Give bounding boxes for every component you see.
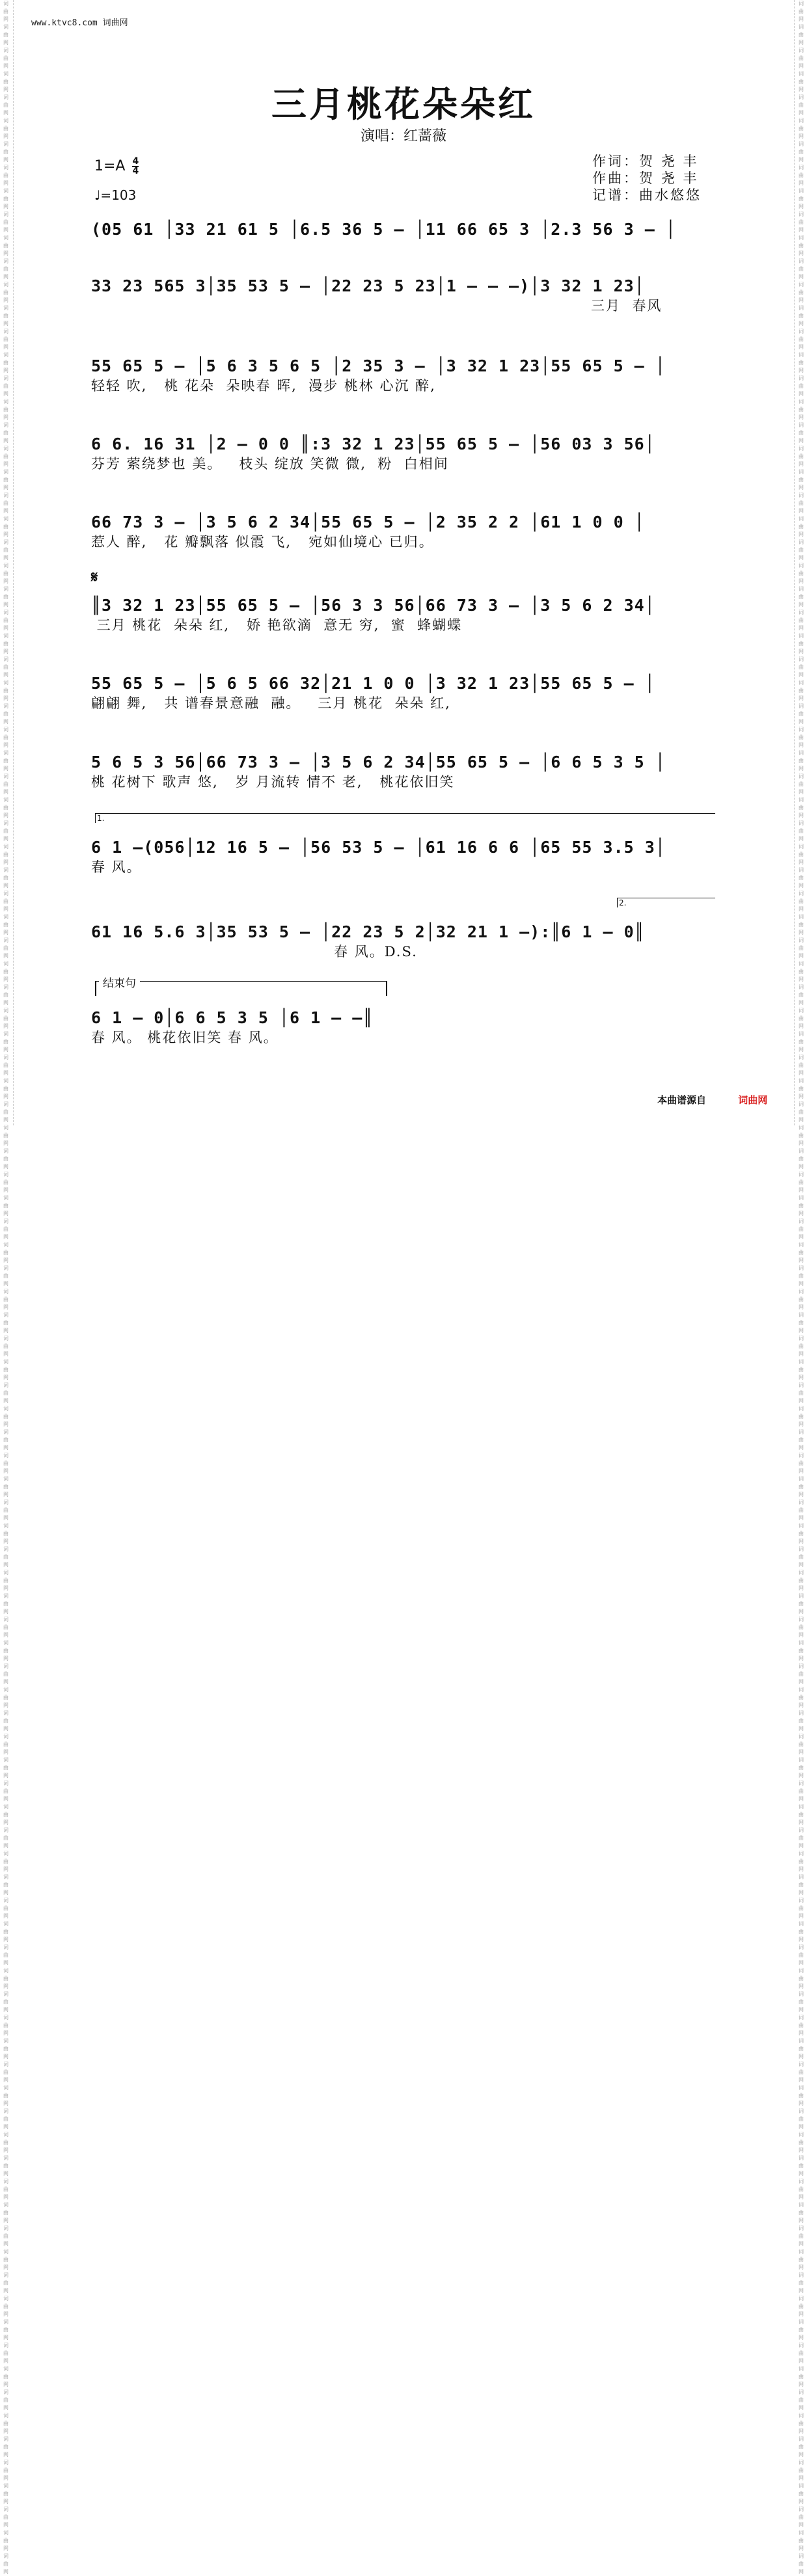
lyrics-row-2: 三月 春风 — [591, 298, 663, 314]
first-ending-label: 1. — [97, 814, 105, 823]
score-row-5 — [91, 513, 716, 551]
notes-row-2: 33 23 565 3│35 53 5 – │22 23 5 23│1 – – –)│3 32 1 23│ — [91, 276, 645, 295]
notes-row-9: 6 1 –(056│12 16 5 – │56 53 5 – │61 16 6 6 │65 55 3.5 3│ — [91, 838, 666, 857]
lyrics-row-3: 轻轻 吹, 桃 花朵 朵映春 晖, 漫步 桃林 心沉 醉, — [91, 378, 436, 394]
transcriber: 记谱：曲水悠悠 — [592, 187, 702, 203]
notes-row-3: 55 65 5 – │5 6 3 5 6 5 │2 35 3 – │3 32 1 23│55 65 5 – │ — [91, 356, 666, 375]
right-border-line — [794, 0, 795, 1125]
notes-row-8: 5 6 5 3 56│66 73 3 – │3 5 6 2 34│55 65 5 – │6 6 5 3 5 │ — [91, 753, 666, 771]
lyricist: 作词：贺 尧 丰 — [592, 154, 699, 169]
score-row-6 — [91, 596, 716, 634]
score-row-11 — [91, 1008, 716, 1047]
lyrics-row-10: 春 风。D.S. — [91, 944, 418, 959]
footer — [657, 1093, 767, 1107]
right-watermark-strip: 词曲网 词曲网 词曲网 词曲网 词曲网 词曲网 词曲网 词曲网 词曲网 词曲网 词曲网 词曲网 词曲网 词曲网 词曲网 词曲网 词曲网 词曲网 词曲网 词曲网 词曲网 词曲网 词曲网 词曲网 词曲网 词曲网 词曲网 词曲网 词曲网 词曲网 词曲网 词曲网 词曲网 词曲网 词曲网 词曲网 词曲网 词曲网 词曲网 词曲网 词曲网 词曲网 词曲网 词曲网 词曲网 词曲网 词曲网 词曲网 词曲网 词曲网 词曲网 词曲网 词曲网 词曲网 词曲网 词曲网 词曲网 词曲网 词曲网 词曲网 词曲网 词曲网 词曲网 词曲网 词曲网 词曲网 词曲网 词曲网 词曲网 词曲网 词曲网 词曲网 词曲网 词曲网 词曲网 词曲网 词曲网 词曲网 词曲网 词曲网 词曲网 词曲网 词曲网 词曲网 词曲网 词曲网 词曲网 词曲网 词曲网 词曲网 词曲网 词曲网 词曲网 词曲网 词曲网 词曲网 词曲网 词曲网 词曲网 词曲网 词曲网 词曲网 词曲网 词曲网 词曲网 词曲网 词曲网 词曲网 词曲网 词曲网 — [799, 1, 804, 2575]
song-title: 三月桃花朵朵红 — [271, 83, 536, 125]
left-border-line — [13, 0, 14, 1125]
key-signature-block — [94, 157, 139, 176]
lyrics-row-5: 惹人 醉, 花 瓣飘落 似霞 飞, 宛如仙境心 已归。 — [91, 534, 434, 550]
time-signature-top: 4 — [132, 156, 139, 167]
notes-row-11: 6 1 – 0│6 6 5 3 5 │6 1 – –║ — [91, 1008, 374, 1027]
second-ending-label: 2. — [619, 898, 627, 907]
tempo: ♩=103 — [94, 187, 137, 203]
second-ending-bracket — [617, 898, 715, 907]
site-link-text[interactable]: www.ktvc8.com 词曲网 — [31, 18, 128, 28]
credits — [592, 153, 702, 204]
lyrics-row-11: 春 风。 桃花依旧笑 春 风。 — [91, 1030, 279, 1045]
left-watermark-strip: 词曲网 词曲网 词曲网 词曲网 词曲网 词曲网 词曲网 词曲网 词曲网 词曲网 词曲网 词曲网 词曲网 词曲网 词曲网 词曲网 词曲网 词曲网 词曲网 词曲网 词曲网 词曲网 词曲网 词曲网 词曲网 词曲网 词曲网 词曲网 词曲网 词曲网 词曲网 词曲网 词曲网 词曲网 词曲网 词曲网 词曲网 词曲网 词曲网 词曲网 词曲网 词曲网 词曲网 词曲网 词曲网 词曲网 词曲网 词曲网 词曲网 词曲网 词曲网 词曲网 词曲网 词曲网 词曲网 词曲网 词曲网 词曲网 词曲网 词曲网 词曲网 词曲网 词曲网 词曲网 词曲网 词曲网 词曲网 词曲网 词曲网 词曲网 词曲网 词曲网 词曲网 词曲网 词曲网 词曲网 词曲网 词曲网 词曲网 词曲网 词曲网 词曲网 词曲网 词曲网 词曲网 词曲网 词曲网 词曲网 词曲网 词曲网 词曲网 词曲网 词曲网 词曲网 词曲网 词曲网 词曲网 词曲网 词曲网 词曲网 词曲网 词曲网 词曲网 词曲网 词曲网 词曲网 词曲网 词曲网 词曲网 词曲网 — [3, 1, 8, 2575]
score-row-1 — [91, 220, 716, 239]
composer: 作曲：贺 尧 丰 — [592, 170, 699, 186]
score-row-7 — [91, 674, 716, 712]
notes-row-1: (05 61 │33 21 61 5 │6.5 36 5 – │11 66 65 3 │2.3 56 3 – │ — [91, 220, 676, 239]
time-signature-bottom: 4 — [132, 166, 139, 176]
first-ending-bracket — [95, 813, 715, 823]
score-row-3 — [91, 356, 716, 395]
lyrics-row-4: 芬芳 萦绕梦也 美。 枝头 绽放 笑微 微, 粉 白相间 — [91, 456, 449, 472]
lyrics-row-6: 三月 桃花 朵朵 红, 娇 艳欲滴 意无 穷, 蜜 蜂蝴蝶 — [91, 617, 463, 633]
site-link[interactable] — [31, 16, 128, 28]
score-row-10 — [91, 922, 716, 961]
segno-sign: 𝄋 — [91, 568, 98, 586]
score-row-2 — [91, 276, 716, 315]
time-signature — [132, 157, 139, 176]
key-signature: 1=A — [94, 158, 126, 174]
notes-row-7: 55 65 5 – │5 6 5 66 32│21 1 0 0 │3 32 1 23│55 65 5 – │ — [91, 674, 655, 693]
score-row-4 — [91, 435, 716, 473]
lyrics-row-9: 春 风。 — [91, 859, 142, 875]
singer-line: 演唱：红蔷薇 — [360, 128, 446, 144]
notes-row-5: 66 73 3 – │3 5 6 2 34│55 65 5 – │2 35 2 2 │61 1 0 0 │ — [91, 513, 645, 531]
lyrics-row-7: 翩翩 舞, 共 谱春景意融 融。 三月 桃花 朵朵 红, — [91, 695, 451, 711]
lyrics-row-8: 桃 花树下 歌声 悠, 岁 月流转 情不 老, 桃花依旧笑 — [91, 774, 455, 790]
score-row-9 — [91, 838, 716, 876]
notes-row-6: ║3 32 1 23│55 65 5 – │56 3 3 56│66 73 3 – │3 5 6 2 34│ — [91, 596, 655, 615]
score-row-8 — [91, 753, 716, 791]
footer-source: 本曲谱源自 — [657, 1094, 707, 1106]
footer-brand[interactable]: 词曲网 — [738, 1094, 768, 1106]
notes-row-10: 61 16 5.6 3│35 53 5 – │22 23 5 2│32 21 1 –):║6 1 – 0║ — [91, 922, 645, 941]
notes-row-4: 6 6. 16 31 │2 – 0 0 ║:3 32 1 23│55 65 5 – │56 03 3 56│ — [91, 435, 655, 453]
coda-label: 结束句 — [99, 974, 140, 990]
